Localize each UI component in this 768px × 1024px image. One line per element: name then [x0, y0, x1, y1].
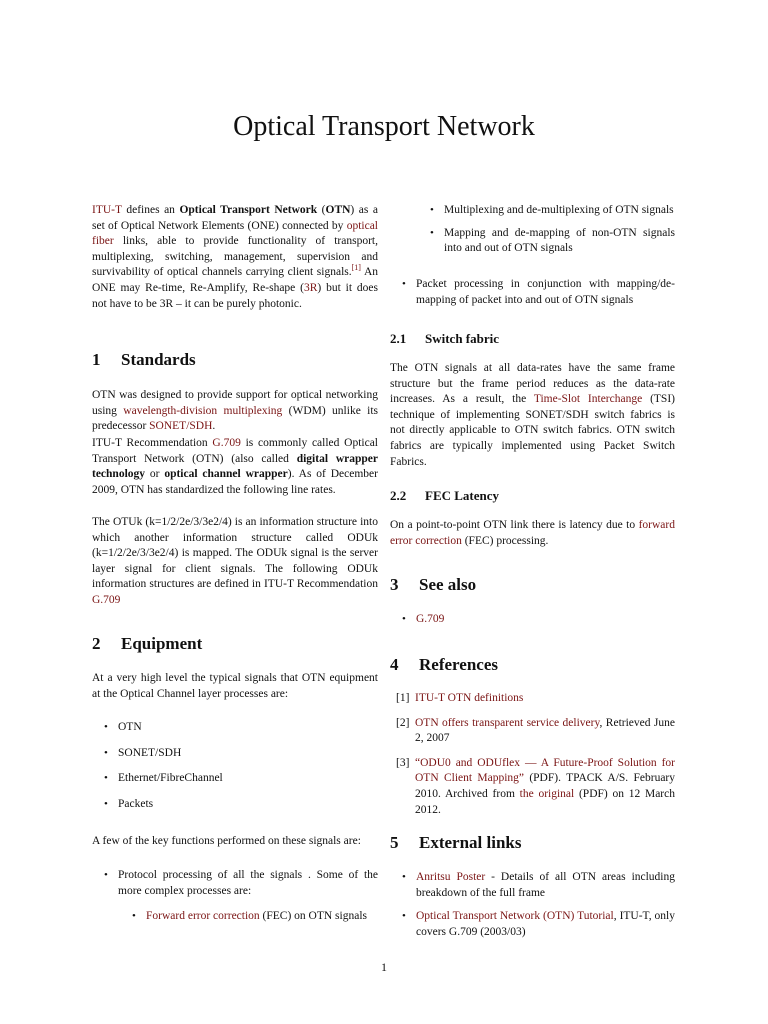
reference-text: , Retrieved June 2, 2007 [415, 716, 675, 745]
functions-intro [92, 834, 378, 850]
external-links-heading [390, 833, 675, 853]
list-item [402, 277, 675, 308]
standards-paragraph-1 [92, 388, 378, 435]
reference-link[interactable]: ITU-T OTN definitions [415, 692, 524, 704]
page-number: 1 [381, 960, 387, 974]
body-text: A few of the key functions performed on these signals are: [92, 835, 361, 847]
bullet-icon: • [104, 869, 108, 881]
section-number: 2.1 [390, 331, 407, 346]
anritsu-poster-link[interactable]: Anritsu Poster [416, 871, 486, 883]
body-text: The OTN signals at all data-rates have the same frame structure but the frame period reduces as the data-rate increases. As a result, the [390, 362, 675, 406]
section-title: External links [419, 833, 522, 852]
wdm-link[interactable]: wavelength-division multiplexing [123, 404, 283, 417]
references-heading [390, 655, 675, 675]
intro-text: links, able to provide functionality of transport, multiplexing, switching, management, supervision and survivability of optical channels carrying client signals. [92, 235, 378, 279]
intro-text: defines an [121, 204, 180, 216]
otn-term: Optical Transport Network [179, 204, 318, 216]
list-item [104, 771, 378, 787]
fec-latency-paragraph [390, 518, 675, 549]
section-number: 2 [92, 634, 101, 653]
optical-channel-wrapper-term: optical channel wrapper [164, 468, 288, 481]
list-item [104, 746, 378, 762]
bullet-icon: • [104, 797, 108, 810]
page-title: Optical Transport Network [233, 111, 535, 142]
body-text: On a point-to-point OTN link there is latency due to [390, 519, 639, 531]
list-item [430, 226, 675, 257]
section-title: Standards [121, 350, 196, 369]
standards-paragraph-3 [92, 515, 378, 609]
intro-text: ( [317, 204, 326, 216]
external-links-list [402, 870, 676, 940]
reference-text: (PDF). TPACK A/S. February 2010. Archived from [415, 772, 676, 800]
body-text: The OTUk (k=1/2/2e/3/3e2/4) is an information structure into which another information structure called ODUk (k=1/2/2e/3/3e2/4) is mapped. The ODUk signal is the server layer signal for client signals. The following ODUk information structures are defined in ITU-T Recommendation [92, 516, 378, 591]
list-item [104, 797, 378, 813]
reference-number: [1] [396, 692, 410, 704]
sonet-sdh-link[interactable]: SONET/SDH [149, 420, 213, 433]
list-item [402, 612, 675, 628]
reference-text: (PDF) on 12 March 2012. [415, 787, 675, 816]
body-text: (TSI) technique of implementing SONET/SDH switch fabrics is not directly applicable to OTN switch fabrics. OTN switch fabrics are typically implemented using Packet Switch Fabrics. [390, 393, 675, 468]
sub-functions-list-continued [430, 203, 675, 257]
references-list [390, 691, 675, 818]
list-item-text: Multiplexing and de-multiplexing of OTN signals [444, 204, 674, 216]
section-title: Switch fabric [425, 331, 500, 346]
body-text: (WDM) unlike its predecessor [92, 404, 379, 433]
list-item [132, 909, 378, 925]
list-item-text: - Details of all OTN areas including breakdown of the full frame [416, 871, 676, 899]
bullet-icon: • [104, 746, 108, 759]
otn-abbr: OTN [325, 204, 351, 216]
body-text: ITU-T Recommendation [92, 437, 213, 449]
standards-heading [92, 350, 378, 370]
bullet-icon: • [430, 204, 434, 216]
bullet-icon: • [402, 278, 406, 290]
digital-wrapper-term: digital wrapper technology [92, 452, 378, 481]
intro-paragraph [92, 203, 378, 312]
otn-tutorial-link[interactable]: Optical Transport Network (OTN) Tutorial [416, 910, 614, 923]
list-item-text: Packets [118, 797, 154, 810]
section-title: Equipment [121, 634, 203, 653]
g709-link[interactable]: G.709 [92, 593, 121, 606]
switch-fabric-heading [390, 331, 675, 347]
section-number: 3 [390, 575, 399, 594]
reference-link[interactable]: OTN offers transparent service delivery [415, 716, 600, 729]
intro-text: ) but it does not have to be 3R – it can be purely photonic. [92, 281, 378, 310]
switch-fabric-paragraph [390, 361, 675, 470]
optical-fiber-link[interactable]: optical fiber [92, 219, 378, 248]
citation-1-link[interactable]: [1] [351, 263, 361, 273]
see-also-list [402, 612, 675, 628]
body-text: ). As of December 2009, OTN has standardized the following line rates. [92, 468, 378, 496]
section-title: See also [419, 575, 477, 594]
list-item [402, 870, 676, 901]
body-text: is commonly called Optical Transport Network (OTN) (also called [92, 437, 378, 465]
fec-link[interactable]: Forward error correction [146, 910, 260, 922]
original-archive-link[interactable]: the original [519, 787, 575, 800]
reference-number: [2] [396, 716, 410, 729]
intro-text: An ONE may Re-time, Re-Amplify, Re-shape ( [92, 266, 379, 294]
body-text: or [145, 468, 165, 481]
reference-item [390, 716, 675, 747]
list-item-text: Protocol processing of all the signals . Some of the more complex processes are: [118, 869, 378, 897]
equipment-heading [92, 634, 378, 654]
list-item-text: Mapping and de-mapping of non-OTN signals into and out of OTN signals [444, 226, 675, 255]
list-item [104, 868, 378, 899]
list-item [104, 720, 378, 736]
see-also-heading [390, 575, 675, 595]
section-number: 2.2 [390, 488, 407, 503]
list-item [430, 203, 675, 219]
tsi-link[interactable]: Time-Slot Interchange [533, 393, 643, 406]
list-item-text: SONET/SDH [118, 746, 182, 759]
reference-number: [3] [396, 756, 410, 769]
list-item-text: , ITU-T, only covers G.709 (2003/03) [416, 910, 675, 938]
itut-link[interactable]: ITU-T [92, 204, 122, 216]
standards-paragraph-2 [92, 436, 378, 498]
bullet-icon: • [402, 910, 406, 923]
section-number: 1 [92, 350, 101, 369]
bullet-icon: • [430, 226, 434, 239]
reference-item [390, 756, 675, 818]
body-text: At a very high level the typical signals that OTN equipment at the Optical Channel layer processes are: [92, 672, 378, 700]
section-title: FEC Latency [425, 488, 500, 503]
intro-text: ) as a set of Optical Network Elements (ONE) connected by [92, 204, 378, 232]
bullet-icon: • [402, 871, 406, 883]
sub-functions-list [132, 909, 378, 925]
signals-list [104, 720, 378, 812]
section-number: 4 [390, 655, 399, 674]
fec-latency-heading [390, 488, 675, 504]
functions-list-continued [402, 277, 675, 308]
list-item-text: Packet processing in conjunction with mapping/de-mapping of packet into and out of OTN signals [416, 278, 675, 306]
list-item [402, 909, 675, 940]
g709-link[interactable]: G.709 [212, 437, 241, 449]
list-item-text: OTN [118, 721, 142, 733]
body-text: . [212, 420, 216, 433]
3r-link[interactable]: 3R [303, 281, 318, 294]
bullet-icon: • [104, 721, 108, 733]
list-item-text: Ethernet/FibreChannel [118, 772, 223, 785]
reference-item [390, 691, 675, 707]
list-item-text: (FEC) on OTN signals [259, 910, 368, 922]
section-number: 5 [390, 833, 399, 852]
bullet-icon: • [104, 772, 108, 785]
body-text: OTN was designed to provide support for optical networking using [92, 389, 378, 417]
section-title: References [419, 655, 498, 674]
bullet-icon: • [402, 613, 406, 625]
equipment-intro [92, 671, 378, 702]
functions-list [104, 868, 378, 899]
g709-link[interactable]: G.709 [416, 613, 445, 625]
reference-link[interactable]: “ODU0 and ODUflex — A Future-Proof Solution for OTN Client Mapping” [415, 756, 675, 785]
body-text: (FEC) processing. [461, 534, 549, 547]
bullet-icon: • [132, 910, 136, 922]
fec-link[interactable]: forward error correction [390, 519, 675, 547]
